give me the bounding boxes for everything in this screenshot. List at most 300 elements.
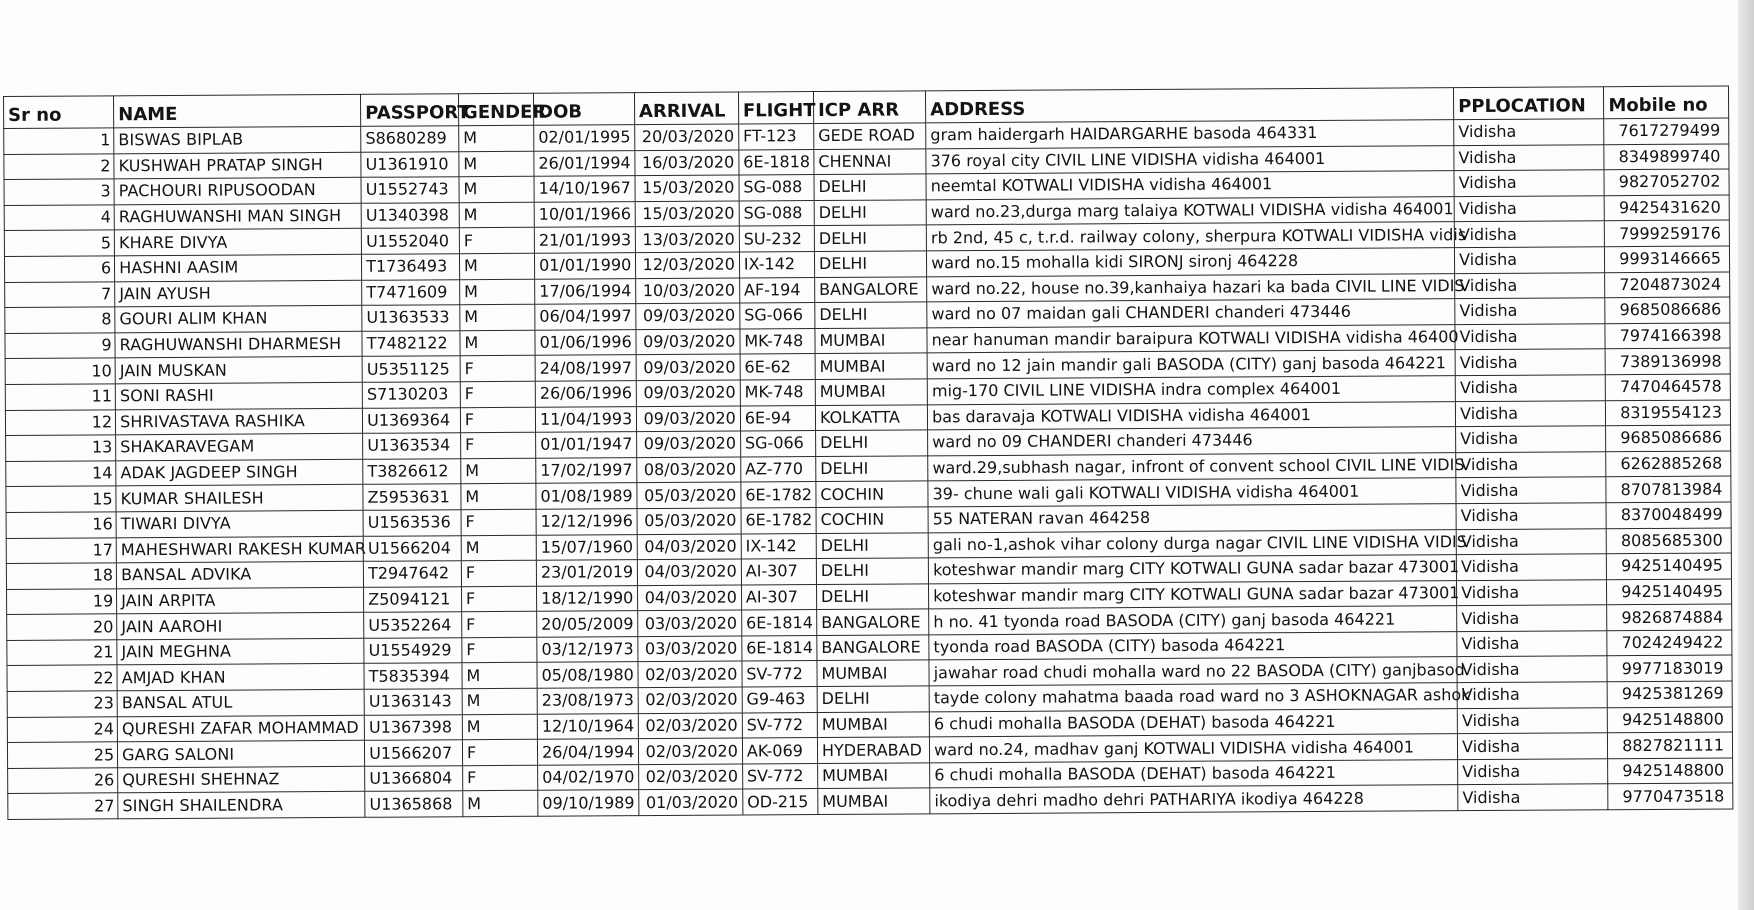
- pplocation-cell: Vidisha: [1455, 247, 1605, 274]
- sr-no-cell: 21: [7, 640, 117, 666]
- pplocation-cell: Vidisha: [1457, 605, 1607, 632]
- sr-no-cell: 7: [5, 281, 115, 307]
- mobile-cell: 9993146665: [1605, 246, 1730, 272]
- address-cell: gali no-1,ashok vihar colony durga nagar CIVIL LINE VIDISHA VIDIS: [928, 529, 1456, 558]
- icp-arr-cell: MUMBAI: [815, 379, 927, 405]
- sr-no-cell: 23: [7, 691, 117, 717]
- arrival-cell: 03/03/2020: [638, 610, 742, 636]
- gender-cell: M: [460, 279, 535, 305]
- icp-arr-cell: MUMBAI: [818, 763, 930, 789]
- dob-cell: 15/07/1960: [536, 534, 637, 560]
- arrival-cell: 05/03/2020: [637, 482, 741, 508]
- dob-header: DOB: [534, 93, 635, 126]
- mobile-cell: 8085685300: [1607, 527, 1732, 553]
- flight-cell: AI-307: [741, 584, 816, 610]
- dob-cell: 01/06/1996: [535, 329, 636, 355]
- mobile-cell: 9685086686: [1606, 425, 1731, 451]
- gender-header: GENDER: [458, 93, 533, 125]
- name-cell: KUMAR SHAILESH: [116, 485, 363, 512]
- passport-cell: Z5094121: [364, 586, 462, 612]
- mobile-cell: 8707813984: [1606, 476, 1731, 502]
- arrival-cell: 15/03/2020: [635, 201, 739, 227]
- pplocation-cell: Vidisha: [1458, 733, 1608, 760]
- flight-cell: SV-772: [742, 661, 817, 687]
- sr-no-cell: 12: [5, 409, 115, 435]
- dob-cell: 26/04/1994: [537, 739, 638, 765]
- passenger-table-container: [3, 85, 1743, 820]
- flight-cell: G9-463: [742, 687, 817, 713]
- address-cell: mig-170 CIVIL LINE VIDISHA indra complex 464001: [927, 376, 1455, 405]
- passport-cell: U1554929: [364, 638, 462, 664]
- name-cell: SINGH SHAILENDRA: [118, 792, 365, 819]
- dob-cell: 12/12/1996: [536, 509, 637, 535]
- address-cell: koteshwar mandir marg CITY KOTWALI GUNA sadar bazar 473001: [929, 580, 1457, 609]
- icp-arr-cell: MUMBAI: [818, 788, 930, 814]
- dob-cell: 11/04/1993: [535, 406, 636, 432]
- dob-cell: 21/01/1993: [534, 227, 635, 253]
- gender-cell: F: [461, 560, 536, 586]
- address-cell: ward no.24, madhav ganj KOTWALI VIDISHA vidisha 464001: [930, 734, 1458, 763]
- flight-cell: AZ-770: [741, 456, 816, 482]
- address-cell: 39- chune wali gali KOTWALI VIDISHA vidisha 464001: [928, 478, 1456, 507]
- icp-arr-cell: HYDERABAD: [817, 737, 929, 763]
- gender-cell: M: [459, 125, 534, 151]
- arrival-cell: 16/03/2020: [635, 150, 739, 176]
- passport-cell: U1361910: [361, 151, 459, 177]
- arrival-cell: 09/03/2020: [636, 303, 740, 329]
- icp-arr-cell: DELHI: [817, 686, 929, 712]
- arrival-cell: 04/03/2020: [637, 533, 741, 559]
- flight-cell: AI-307: [741, 559, 816, 585]
- passport-cell: U1369364: [363, 407, 461, 433]
- arrival-cell: 12/03/2020: [635, 252, 739, 278]
- gender-cell: M: [459, 151, 534, 177]
- sr-no-cell: 25: [7, 742, 117, 768]
- gender-cell: F: [460, 407, 535, 433]
- arrival-cell: 13/03/2020: [635, 226, 739, 252]
- name-cell: PACHOURI RIPUSOODAN: [114, 178, 361, 205]
- flight-cell: 6E-1782: [741, 507, 816, 533]
- sr-no-cell: 19: [7, 589, 117, 615]
- icp-arr-cell: MUMBAI: [815, 353, 927, 379]
- name-header: NAME: [114, 94, 361, 128]
- name-cell: AMJAD KHAN: [117, 664, 364, 691]
- arrival-cell: 04/03/2020: [637, 559, 741, 585]
- arrival-cell: 01/03/2020: [639, 789, 743, 815]
- icp-arr-cell: DELHI: [816, 532, 928, 558]
- icp-arr-cell: GEDE ROAD: [814, 123, 926, 149]
- flight-header: FLIGHT: [738, 92, 813, 124]
- address-cell: near hanuman mandir baraipura KOTWALI VIDISHA vidisha 46400: [927, 324, 1455, 353]
- pplocation-cell: Vidisha: [1457, 656, 1607, 683]
- pplocation-cell: Vidisha: [1457, 579, 1607, 606]
- address-cell: h no. 41 tyonda road BASODA (CITY) ganj basoda 464221: [929, 606, 1457, 635]
- mobile-cell: 9425148800: [1608, 707, 1733, 733]
- passport-cell: T1736493: [362, 254, 460, 280]
- passport-cell: T5835394: [364, 663, 462, 689]
- icp-arr-cell: MUMBAI: [815, 328, 927, 354]
- flight-cell: 6E-62: [740, 354, 815, 380]
- sr-no-cell: 15: [6, 486, 116, 512]
- address-cell: neemtal KOTWALI VIDISHA vidisha 464001: [926, 171, 1454, 200]
- name-cell: SONI RASHI: [115, 382, 362, 409]
- sr-no-cell: 10: [5, 358, 115, 384]
- address-cell: 376 royal city CIVIL LINE VIDISHA vidisha 464001: [926, 145, 1454, 174]
- name-cell: HASHNI AASIM: [115, 254, 362, 281]
- address-cell: ikodiya dehri madho dehri PATHARIYA ikodiya 464228: [930, 785, 1458, 814]
- gender-cell: M: [462, 714, 537, 740]
- passport-cell: U1365868: [365, 791, 463, 817]
- flight-cell: AK-069: [742, 738, 817, 764]
- address-cell: jawahar road chudi mohalla ward no 22 BASODA (CITY) ganjbasod: [929, 657, 1457, 686]
- passport-cell: U1566204: [363, 535, 461, 561]
- name-cell: QURESHI ZAFAR MOHAMMAD: [117, 715, 364, 742]
- dob-cell: 01/01/1947: [536, 432, 637, 458]
- dob-cell: 06/04/1997: [535, 304, 636, 330]
- arrival-cell: 09/03/2020: [636, 329, 740, 355]
- gender-cell: F: [460, 432, 535, 458]
- gender-cell: M: [462, 663, 537, 689]
- address-cell: gram haidergarh HAIDARGARHE basoda 464331: [926, 120, 1454, 149]
- mobile-cell: 8319554123: [1606, 399, 1731, 425]
- name-cell: KHARE DIVYA: [114, 229, 361, 256]
- address-cell: ward no.23,durga marg talaiya KOTWALI VIDISHA vidisha 464001: [926, 196, 1454, 225]
- mobile-cell: 9770473518: [1608, 783, 1733, 809]
- icp-arr-cell: DELHI: [814, 174, 926, 200]
- icp-arr-cell: DELHI: [814, 251, 926, 277]
- sr-no-cell: 16: [6, 512, 116, 538]
- arrival-cell: 02/03/2020: [638, 687, 742, 713]
- gender-cell: M: [459, 253, 534, 279]
- table-body: [4, 118, 1733, 820]
- dob-cell: 09/10/1989: [538, 790, 639, 816]
- passport-cell: T2947642: [363, 561, 461, 587]
- name-cell: JAIN MEGHNA: [117, 638, 364, 665]
- gender-cell: M: [462, 688, 537, 714]
- arrival-cell: 09/03/2020: [636, 380, 740, 406]
- background-edge: [1738, 0, 1754, 910]
- arrival-cell: 15/03/2020: [635, 175, 739, 201]
- address-cell: ward no.22, house no.39,kanhaiya hazari ka bada CIVIL LINE VIDIS: [927, 273, 1455, 302]
- dob-cell: 05/08/1980: [537, 662, 638, 688]
- dob-cell: 17/06/1994: [535, 278, 636, 304]
- name-cell: JAIN AYUSH: [115, 280, 362, 307]
- flight-cell: SU-232: [739, 226, 814, 252]
- passport-cell: U1552040: [361, 228, 459, 254]
- name-cell: GARG SALONI: [118, 741, 365, 768]
- passport-cell: T3826612: [363, 458, 461, 484]
- passport-cell: U1563536: [363, 510, 461, 536]
- pplocation-cell: Vidisha: [1455, 298, 1605, 325]
- arrival-cell: 04/03/2020: [637, 585, 741, 611]
- mobile-cell: 7617279499: [1604, 118, 1729, 144]
- dob-cell: 02/01/1995: [534, 125, 635, 151]
- sr-no-cell: 1: [4, 128, 114, 154]
- mobile-cell: 9425140495: [1607, 553, 1732, 579]
- flight-cell: IX-142: [741, 533, 816, 559]
- name-cell: BISWAS BIPLAB: [114, 126, 361, 153]
- icp-arr-cell: KOLKATTA: [815, 404, 927, 430]
- dob-cell: 23/08/1973: [537, 688, 638, 714]
- mobile-header: Mobile no: [1604, 86, 1729, 119]
- pplocation-header: PPLOCATION: [1454, 87, 1604, 120]
- gender-cell: M: [459, 202, 534, 228]
- mobile-cell: 7389136998: [1605, 348, 1730, 374]
- address-cell: koteshwar mandir marg CITY KOTWALI GUNA sadar bazar 473001: [928, 555, 1456, 584]
- name-cell: JAIN ARPITA: [117, 587, 364, 614]
- name-cell: KUSHWAH PRATAP SINGH: [114, 152, 361, 179]
- address-cell: 55 NATERAN ravan 464258: [928, 504, 1456, 533]
- arrival-cell: 05/03/2020: [637, 508, 741, 534]
- pplocation-cell: Vidisha: [1458, 784, 1608, 811]
- pplocation-cell: Vidisha: [1456, 426, 1606, 453]
- sr-no-cell: 24: [7, 716, 117, 742]
- arrival-header: ARRIVAL: [634, 92, 738, 125]
- arrival-cell: 20/03/2020: [635, 124, 739, 150]
- mobile-cell: 8349899740: [1604, 144, 1729, 170]
- mobile-cell: 7974166398: [1605, 323, 1730, 349]
- flight-cell: OD-215: [743, 789, 818, 815]
- icp-arr-cell: CHENNAI: [814, 148, 926, 174]
- icp-arr-cell: BANGALORE: [817, 635, 929, 661]
- sr-no-cell: 14: [6, 461, 116, 487]
- icp-arr-cell: COCHIN: [816, 507, 928, 533]
- passport-cell: S7130203: [362, 382, 460, 408]
- name-cell: QURESHI SHEHNAZ: [118, 766, 365, 793]
- name-cell: SHAKARAVEGAM: [116, 433, 363, 460]
- name-cell: JAIN AAROHI: [117, 613, 364, 640]
- pplocation-cell: Vidisha: [1457, 631, 1607, 658]
- passport-cell: T7482122: [362, 330, 460, 356]
- gender-cell: F: [460, 381, 535, 407]
- passport-cell: U1363533: [362, 305, 460, 331]
- pplocation-cell: Vidisha: [1455, 323, 1605, 350]
- gender-cell: F: [463, 765, 538, 791]
- icp-arr-cell: DELHI: [814, 200, 926, 226]
- dob-cell: 04/02/1970: [538, 764, 639, 790]
- passenger-table: [3, 85, 1733, 820]
- address-cell: ward.29,subhash nagar, infront of convent school CIVIL LINE VIDIS: [928, 452, 1456, 481]
- address-cell: ward no 07 maidan gali CHANDERI chanderi 473446: [927, 299, 1455, 328]
- gender-cell: F: [462, 739, 537, 765]
- sr-no-cell: 17: [6, 537, 116, 563]
- icp-arr-cell: DELHI: [815, 302, 927, 328]
- dob-cell: 20/05/2009: [537, 611, 638, 637]
- gender-cell: F: [462, 637, 537, 663]
- mobile-cell: 9425431620: [1605, 195, 1730, 221]
- pplocation-cell: Vidisha: [1458, 759, 1608, 786]
- address-cell: rb 2nd, 45 c, t.r.d. railway colony, sherpura KOTWALI VIDISHA vidis: [926, 222, 1454, 251]
- name-cell: ADAK JAGDEEP SINGH: [116, 459, 363, 486]
- flight-cell: 6E-1818: [739, 149, 814, 175]
- arrival-cell: 03/03/2020: [638, 636, 742, 662]
- mobile-cell: 8827821111: [1608, 732, 1733, 758]
- icp-arr-header: ICP ARR: [813, 91, 925, 124]
- icp-arr-cell: DELHI: [816, 558, 928, 584]
- gender-cell: M: [461, 458, 536, 484]
- passport-cell: S8680289: [361, 126, 459, 152]
- name-cell: GOURI ALIM KHAN: [115, 305, 362, 332]
- sr-no-cell: 2: [4, 153, 114, 179]
- gender-cell: M: [460, 304, 535, 330]
- name-cell: MAHESHWARI RAKESH KUMAR: [116, 536, 363, 563]
- arrival-cell: 02/03/2020: [638, 738, 742, 764]
- dob-cell: 26/06/1996: [535, 381, 636, 407]
- sr-no-cell: 27: [8, 793, 118, 819]
- arrival-cell: 02/03/2020: [638, 764, 742, 790]
- flight-cell: SG-088: [739, 175, 814, 201]
- sr-no-cell: 9: [5, 333, 115, 359]
- mobile-cell: 9425148800: [1608, 758, 1733, 784]
- dob-cell: 10/01/1966: [534, 201, 635, 227]
- name-cell: RAGHUWANSHI DHARMESH: [115, 331, 362, 358]
- gender-cell: M: [461, 484, 536, 510]
- passport-cell: U1363534: [363, 433, 461, 459]
- pplocation-cell: Vidisha: [1454, 119, 1604, 146]
- pplocation-cell: Vidisha: [1454, 144, 1604, 171]
- mobile-cell: 8370048499: [1606, 502, 1731, 528]
- sr-no-cell: 18: [6, 563, 116, 589]
- dob-cell: 12/10/1964: [537, 713, 638, 739]
- name-cell: BANSAL ATUL: [117, 689, 364, 716]
- gender-cell: F: [462, 612, 537, 638]
- pplocation-cell: Vidisha: [1455, 349, 1605, 376]
- arrival-cell: 10/03/2020: [636, 278, 740, 304]
- dob-cell: 01/01/1990: [535, 253, 636, 279]
- arrival-cell: 02/03/2020: [638, 713, 742, 739]
- passport-cell: U1552743: [361, 177, 459, 203]
- gender-cell: M: [463, 791, 538, 817]
- gender-cell: F: [461, 509, 536, 535]
- address-cell: 6 chudi mohalla BASODA (DEHAT) basoda 464221: [929, 708, 1457, 737]
- name-cell: SHRIVASTAVA RASHIKA: [116, 408, 363, 435]
- pplocation-cell: Vidisha: [1456, 451, 1606, 478]
- sr-no-cell: 11: [5, 384, 115, 410]
- sr-no-cell: 13: [6, 435, 116, 461]
- pplocation-cell: Vidisha: [1455, 375, 1605, 402]
- mobile-cell: 9425381269: [1607, 681, 1732, 707]
- gender-cell: M: [460, 330, 535, 356]
- dob-cell: 14/10/1967: [534, 176, 635, 202]
- mobile-cell: 9685086686: [1605, 297, 1730, 323]
- arrival-cell: 09/03/2020: [636, 354, 740, 380]
- gender-cell: M: [461, 535, 536, 561]
- icp-arr-cell: DELHI: [816, 430, 928, 456]
- flight-cell: 6E-94: [740, 405, 815, 431]
- icp-arr-cell: DELHI: [814, 225, 926, 251]
- flight-cell: MK-748: [740, 328, 815, 354]
- name-cell: TIWARI DIVYA: [116, 510, 363, 537]
- pplocation-cell: Vidisha: [1454, 196, 1604, 223]
- mobile-cell: 9826874884: [1607, 604, 1732, 630]
- pplocation-cell: Vidisha: [1456, 477, 1606, 504]
- flight-cell: SG-066: [740, 431, 815, 457]
- icp-arr-cell: MUMBAI: [817, 660, 929, 686]
- pplocation-cell: Vidisha: [1454, 170, 1604, 197]
- mobile-cell: 7470464578: [1606, 374, 1731, 400]
- icp-arr-cell: BANGALORE: [815, 276, 927, 302]
- address-cell: ward no 09 CHANDERI chanderi 473446: [928, 427, 1456, 456]
- mobile-cell: 9977183019: [1607, 655, 1732, 681]
- pplocation-cell: Vidisha: [1457, 682, 1607, 709]
- flight-cell: 6E-1814: [741, 610, 816, 636]
- passport-cell: U1366804: [365, 766, 463, 792]
- name-cell: JAIN MUSKAN: [115, 357, 362, 384]
- pplocation-cell: Vidisha: [1456, 400, 1606, 427]
- sr-no-cell: 8: [5, 307, 115, 333]
- address-cell: tyonda road BASODA (CITY) basoda 464221: [929, 632, 1457, 661]
- sr-no-cell: 20: [7, 614, 117, 640]
- address-cell: tayde colony mahatma baada road ward no 3 ASHOKNAGAR ashok: [929, 683, 1457, 712]
- sr-no-cell: 4: [4, 205, 114, 231]
- passport-header: PASSPORT: [361, 94, 459, 127]
- mobile-cell: 7204873024: [1605, 272, 1730, 298]
- address-cell: bas daravaja KOTWALI VIDISHA vidisha 464001: [928, 401, 1456, 430]
- passport-cell: U1566207: [365, 740, 463, 766]
- pplocation-cell: Vidisha: [1456, 503, 1606, 530]
- mobile-cell: 7999259176: [1605, 220, 1730, 246]
- passport-cell: U1367398: [364, 714, 462, 740]
- address-cell: ward no.15 mohalla kidi SIRONJ sironj 464228: [927, 248, 1455, 277]
- sr-no-cell: 3: [4, 179, 114, 205]
- address-header: ADDRESS: [926, 88, 1454, 123]
- arrival-cell: 02/03/2020: [638, 661, 742, 687]
- icp-arr-cell: MUMBAI: [817, 712, 929, 738]
- arrival-cell: 08/03/2020: [637, 457, 741, 483]
- icp-arr-cell: BANGALORE: [817, 609, 929, 635]
- gender-cell: F: [460, 356, 535, 382]
- mobile-cell: 7024249422: [1607, 630, 1732, 656]
- flight-cell: SV-772: [742, 712, 817, 738]
- dob-cell: 26/01/1994: [534, 150, 635, 176]
- icp-arr-cell: COCHIN: [816, 481, 928, 507]
- flight-cell: SG-088: [739, 200, 814, 226]
- passport-cell: T7471609: [362, 279, 460, 305]
- flight-cell: 6E-1814: [742, 635, 817, 661]
- dob-cell: 01/08/1989: [536, 483, 637, 509]
- dob-cell: 17/02/1997: [536, 457, 637, 483]
- address-cell: ward no 12 jain mandir gali BASODA (CITY) ganj basoda 464221: [927, 350, 1455, 379]
- sr-no-cell: 6: [4, 256, 114, 282]
- name-cell: BANSAL ADVIKA: [116, 561, 363, 588]
- flight-cell: MK-748: [740, 379, 815, 405]
- passport-cell: U5352264: [364, 612, 462, 638]
- icp-arr-cell: DELHI: [816, 456, 928, 482]
- flight-cell: SG-066: [740, 303, 815, 329]
- gender-cell: F: [461, 586, 536, 612]
- address-cell: 6 chudi mohalla BASODA (DEHAT) basoda 464221: [930, 759, 1458, 788]
- passport-cell: Z5953631: [363, 484, 461, 510]
- gender-cell: M: [459, 176, 534, 202]
- arrival-cell: 09/03/2020: [636, 406, 740, 432]
- sr-no-cell: 5: [4, 230, 114, 256]
- pplocation-cell: Vidisha: [1456, 528, 1606, 555]
- name-cell: RAGHUWANSHI MAN SINGH: [114, 203, 361, 230]
- pplocation-cell: Vidisha: [1457, 707, 1607, 734]
- arrival-cell: 09/03/2020: [636, 431, 740, 457]
- sr-no-cell: 22: [7, 665, 117, 691]
- mobile-cell: 6262885268: [1606, 451, 1731, 477]
- flight-cell: SV-772: [742, 763, 817, 789]
- mobile-cell: 9827052702: [1604, 169, 1729, 195]
- sr-no-cell: 26: [8, 768, 118, 794]
- dob-cell: 03/12/1973: [537, 637, 638, 663]
- flight-cell: FT-123: [739, 124, 814, 150]
- pplocation-cell: Vidisha: [1456, 554, 1606, 581]
- dob-cell: 24/08/1997: [535, 355, 636, 381]
- icp-arr-cell: DELHI: [816, 584, 928, 610]
- flight-cell: IX-142: [739, 252, 814, 278]
